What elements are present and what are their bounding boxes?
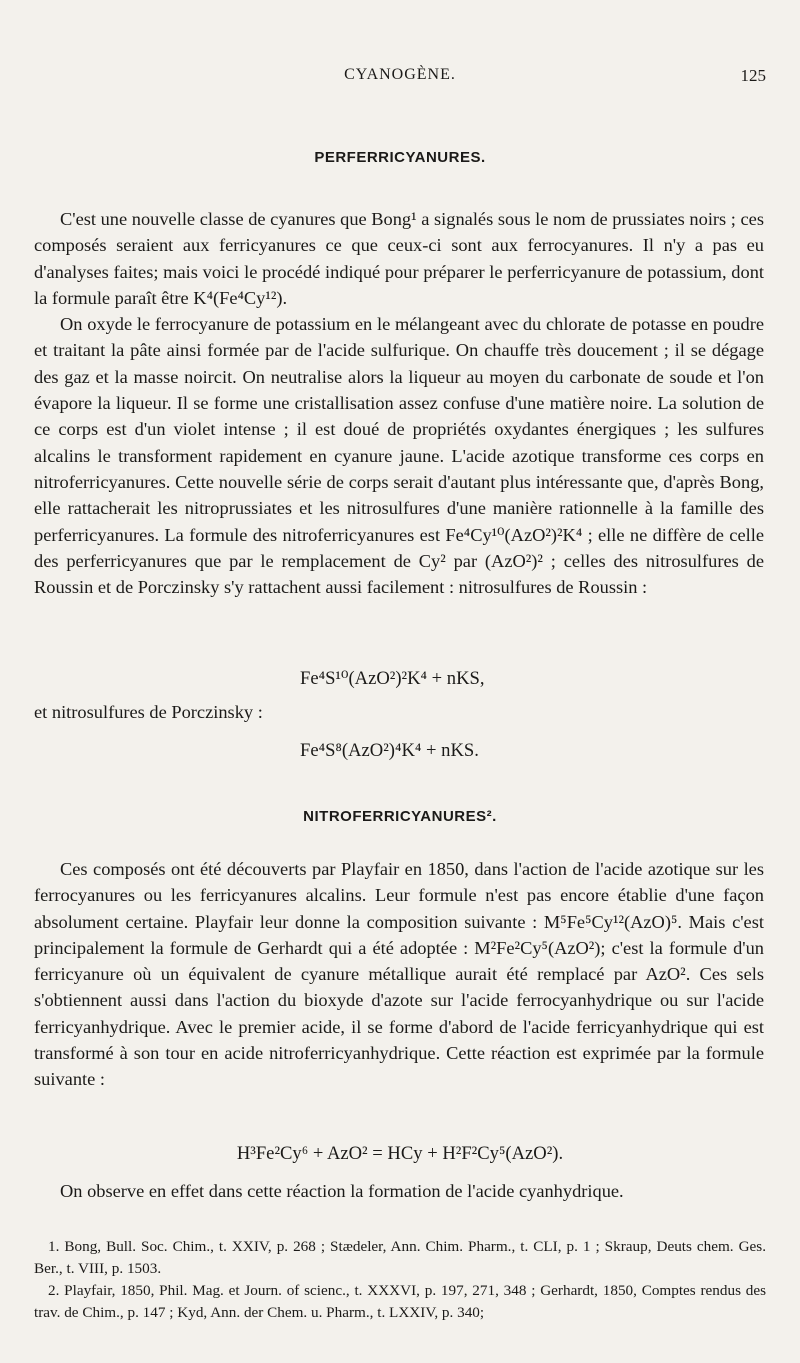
page-number: 125 xyxy=(740,66,766,85)
footnotes xyxy=(34,1236,766,1324)
formula-porczinsky: Fe⁴S⁸(AzO²)⁴K⁴ + nKS. xyxy=(300,740,479,761)
footnote: 2. Playfair, 1850, Phil. Mag. et Journ. of scienc., t. XXXVI, p. 197, 271, 348 ; Gerhardt, 1850, Comptes rendus des trav. de Chim., p. 147 ; Kyd, Ann. der Chem. u. Pharm., t. LXXIV, p. 340; xyxy=(34,1282,766,1321)
closing-line-block xyxy=(34,1178,764,1204)
paragraph: Ces composés ont été découverts par Playfair en 1850, dans l'action de l'acide azotique sur les ferrocyanures ou les ferricyanures alcalins. Leur formule n'est pas encore établie d'une façon absolument certaine. Playfair leur donne la composition suivante : M⁵Fe⁵Cy¹²(AzO)⁵. Mais c'est principalement la formule de Gerhardt qui a été adoptée : M²Fe²Cy⁵(AzO²); c'est la formule d'un ferricyanure où un équivalent de cyanure métallique aurait été remplacé par AzO². Ces sels s'obtiennent aussi dans l'action du bioxyde d'azote sur l'acide ferrocyanhydrique ou sur l'acide ferricyanhydrique. Avec le premier acide, il se forme d'abord de l'acide ferricyanhydrique qui est transformé à son tour en acide nitroferricyanhydrique. Cette réaction est exprimée par la formule suivante : xyxy=(34,859,764,1090)
section-title-perferricyanures: PERFERRICYANURES. xyxy=(314,149,486,166)
footnote: 1. Bong, Bull. Soc. Chim., t. XXIV, p. 268 ; Stædeler, Ann. Chim. Pharm., t. CLI, p. 1 ; Skraup, Deuts chem. Ges. Ber., t. VIII, p. 1503. xyxy=(34,1238,766,1277)
section2-body xyxy=(34,856,764,1093)
paragraph: C'est une nouvelle classe de cyanures que Bong¹ a signalés sous le nom de prussiates noirs ; ces composés seraient aux ferricyanures ce que ceux-ci sont aux ferrocyanures. Il n'y a pas eu d'analyses faites; mais voici le procédé indiqué pour préparer le perferricyanure de potassium, dont la formule paraît être K⁴(Fe⁴Cy¹²). xyxy=(34,209,764,308)
lead-in-porczinsky: et nitrosulfures de Porczinsky : xyxy=(34,702,263,722)
running-head xyxy=(0,66,800,90)
closing-paragraph: On observe en effet dans cette réaction la formation de l'acide cyanhydrique. xyxy=(60,1181,624,1201)
paragraph: On oxyde le ferrocyanure de potassium en le mélangeant avec du chlorate de potasse en poudre et traitant la pâte ainsi formée par de l'acide sulfurique. On chauffe très doucement ; il se dégage des gaz et la masse noircit. On neutralise alors la liqueur au moyen du carbonate de soude et l'on évapore la liqueur. Il se forme une cristallisation assez confuse d'une matière noire. La solution de ce corps est d'un violet intense ; il est doué de propriétés oxydantes énergiques ; les sulfures alcalins le transforment rapidement en cyanure jaune. L'acide azotique transforme ces corps en nitroferricyanures. Cette nouvelle série de corps serait d'autant plus intéressante que, d'après Bong, elle rattacherait les nitroprussiates et les nitrosulfures d'une manière rationnelle à la famille des perferricyanures. La formule des nitroferricyanures est Fe⁴Cy¹⁰(AzO²)²K⁴ ; elle ne diffère de celle des perferricyanures que par le remplacement de Cy² par (AzO²)² ; celles des nitrosulfures de Roussin et de Porczinsky s'y rattachent aussi facilement : nitrosulfures de Roussin : xyxy=(34,314,764,598)
section1-body xyxy=(34,206,764,600)
formula-reaction: H³Fe²Cy⁶ + AzO² = HCy + H²F²Cy⁵(AzO²). xyxy=(236,1143,564,1164)
formula-roussin: Fe⁴S¹⁰(AzO²)²K⁴ + nKS, xyxy=(300,668,485,689)
section-title-nitroferricyanures: NITROFERRICYANURES². xyxy=(303,808,497,825)
running-head-title: CYANOGÈNE. xyxy=(344,66,456,83)
